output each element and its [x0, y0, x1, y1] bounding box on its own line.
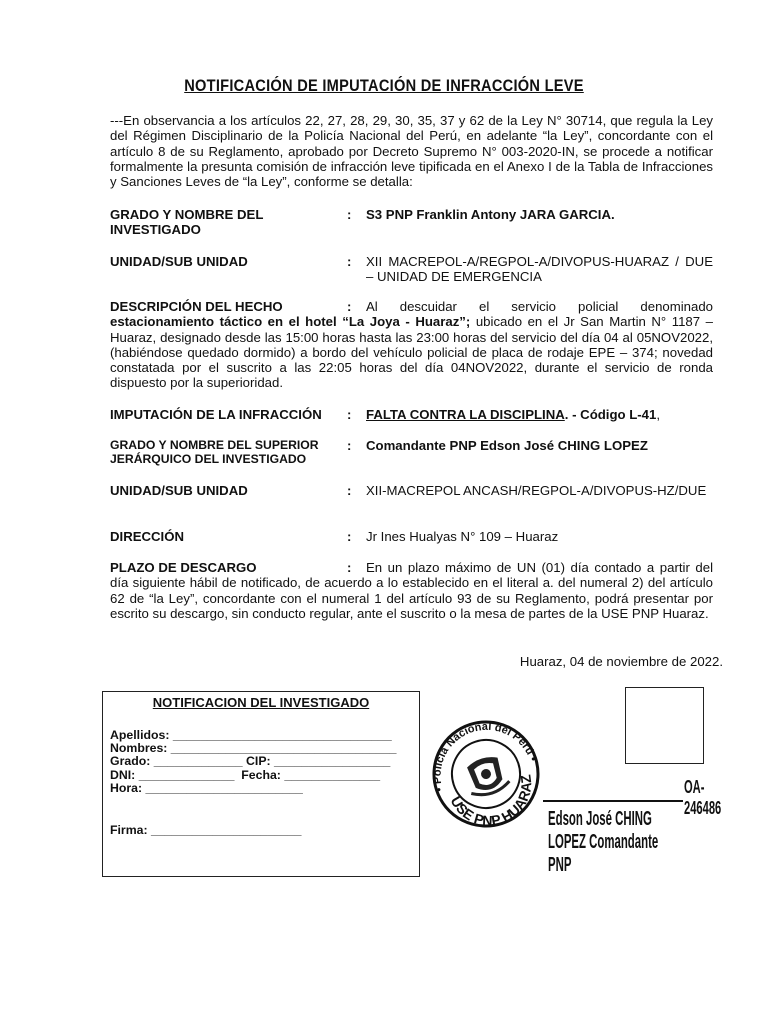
plazo-paragraph: [110, 560, 713, 621]
signature-code: OA-246486: [684, 777, 722, 818]
signature-name: Edson José CHING LOPEZ Comandante PNP: [548, 808, 659, 876]
hecho-paragraph: [110, 299, 713, 391]
imputacion-code: . - Código L-41: [564, 407, 657, 422]
colon: :: [347, 483, 352, 498]
dni-fecha-field[interactable]: DNI: ______________ Fecha: ______________: [110, 768, 381, 782]
fingerprint-box: [625, 687, 704, 764]
superior-value: Comandante PNP Edson José CHING LOPEZ: [366, 438, 648, 453]
superior-label: GRADO Y NOMBRE DEL SUPERIOR JERÁRQUICO DEL INVESTIGADO: [110, 438, 319, 466]
police-emblem-icon: [462, 753, 511, 800]
imputacion-value: [366, 407, 713, 422]
date-line: Huaraz, 04 de noviembre de 2022.: [519, 654, 723, 669]
colon: :: [347, 407, 352, 422]
colon: :: [347, 207, 352, 222]
hecho-text-part2: ubicado en el Jr San Martin N° 1187 – Huaraz, designado desde las 15:00 horas hasta las 23:00 horas del servicio del día 04 al 05NOV2022, (habiéndose quedado dormido) a bordo del vehículo policial de placa de rodaje EPE – 374; novedad constatada por el suscrito a las 22:05 horas del día 04NOV2022, durante el servicio de ronda dispuesto por la superioridad.: [110, 314, 713, 391]
intro-paragraph: ---En observancia a los artículos 22, 27, 28, 29, 30, 35, 37 y 62 de la Ley N° 30714, que regula la Ley del Régimen Disciplinario de la Policía Nacional del Perú, en adelante “la Ley”, concordante con el artículo 8 de su Reglamento, aprobado por Decreto Supremo N° 003-2020-IN, se procede a notificar formalmente la presunta comisión de infracción leve tipificada en el Anexo I de la Tabla de Infracciones y Sanciones Leves de “la Ley”, conforme se detalla:: [110, 113, 713, 190]
stamp-top-text: • Policía Nacional del Perú •: [431, 720, 539, 793]
nombres-field[interactable]: Nombres: _________________________________: [110, 741, 397, 755]
hecho-text-bold: estacionamiento táctico en el hotel “La Joya - Huaraz”;: [110, 314, 471, 330]
colon: :: [347, 254, 352, 269]
colon: :: [347, 560, 352, 575]
direccion-value: Jr Ines Hualyas N° 109 – Huaraz: [366, 529, 559, 544]
grado-cip-field[interactable]: Grado: _____________ CIP: _________________: [110, 754, 391, 768]
unidad-label: UNIDAD/SUB UNIDAD: [110, 254, 248, 269]
imputacion-label: IMPUTACIÓN DE LA INFRACCIÓN: [110, 407, 322, 422]
signature-line: [543, 800, 683, 802]
unidad2-value: XII-MACREPOL ANCASH/REGPOL-A/DIVOPUS-HZ/DUE: [366, 483, 707, 498]
colon: :: [347, 529, 352, 544]
hora-field[interactable]: Hora: _______________________: [110, 781, 303, 795]
plazo-value: En un plazo máximo de UN (01) día contado a partir del día siguiente hábil de notificado, de acuerdo a lo establecido en el literal a. del numeral 2) del artículo 62 de “la Ley”, concordante con el numeral 1 del artículo 93 de su Reglamento, podrá presentar por escrito su descargo, sin conducto regular, ante el suscrito o la mesa de partes de la USE PNP Huaraz.: [110, 560, 713, 621]
unidad2-label: UNIDAD/SUB UNIDAD: [110, 483, 248, 498]
colon: :: [347, 299, 352, 314]
police-seal-stamp: [418, 714, 554, 832]
apellidos-field[interactable]: Apellidos: ________________________________: [110, 728, 392, 742]
document-title: NOTIFICACIÓN DE IMPUTACIÓN DE INFRACCIÓN LEVE: [184, 76, 584, 95]
firma-field[interactable]: Firma: ______________________: [110, 823, 302, 837]
unidad-value: XII MACREPOL-A/REGPOL-A/DIVOPUS-HUARAZ / DUE – UNIDAD DE EMERGENCIA: [366, 254, 713, 284]
investigado-value: S3 PNP Franklin Antony JARA GARCIA.: [366, 207, 615, 222]
hecho-text-part1: Al descuidar el servicio policial denominado: [366, 299, 713, 314]
investigado-label: GRADO Y NOMBRE DEL INVESTIGADO: [110, 207, 264, 237]
hecho-label: DESCRIPCIÓN DEL HECHO: [110, 299, 283, 314]
colon: :: [347, 438, 352, 453]
notificacion-title: NOTIFICACION DEL INVESTIGADO: [152, 695, 370, 710]
stamp-bottom-text: USE PNP HUARAZ: [447, 773, 535, 829]
direccion-label: DIRECCIÓN: [110, 529, 184, 544]
plazo-label: PLAZO DE DESCARGO: [110, 560, 257, 575]
imputacion-comma: ,: [656, 407, 661, 422]
imputacion-falta: FALTA CONTRA LA DISCIPLINA: [366, 407, 565, 422]
